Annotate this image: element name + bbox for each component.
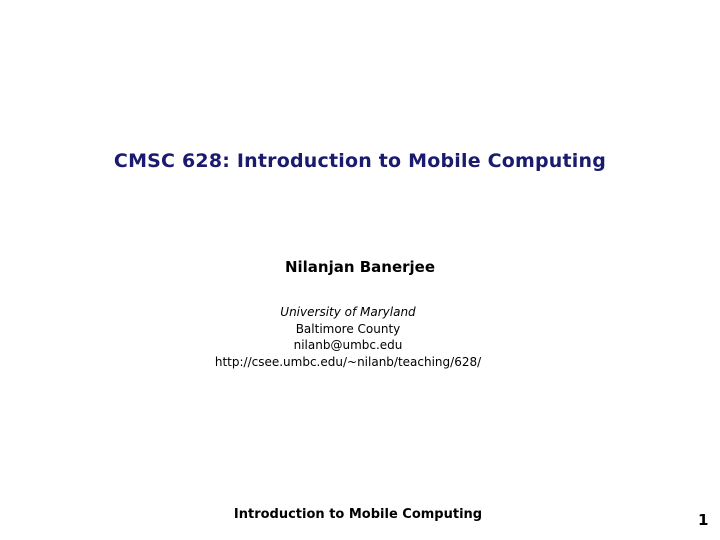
author-name: Nilanjan Banerjee: [284, 258, 436, 276]
university-name: University of Maryland: [280, 305, 416, 319]
campus-name: Baltimore County: [295, 321, 401, 336]
email-address: nilanb@umbc.edu: [293, 338, 403, 352]
slide-title: CMSC 628: Introduction to Mobile Computing: [113, 150, 607, 172]
slide-footer: Introduction to Mobile Computing: [233, 507, 483, 522]
page-number: 1: [698, 511, 709, 529]
course-url: http://csee.umbc.edu/~nilanb/teaching/628/: [214, 354, 482, 369]
affiliation-block: [0, 304, 696, 370]
